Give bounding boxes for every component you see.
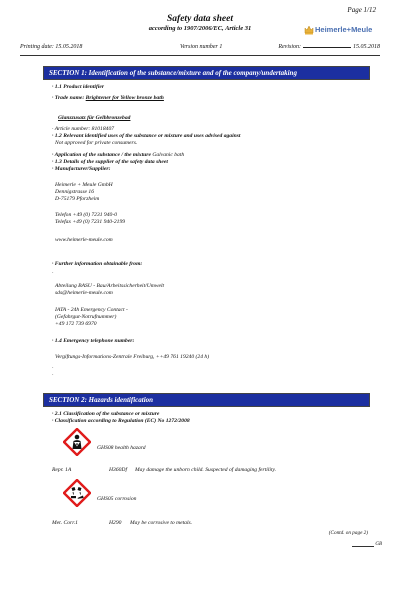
telefax: Telefax +49 (0) 7231 940-2199 bbox=[55, 219, 126, 225]
section-2-title: SECTION 2: Hazards identification bbox=[44, 394, 369, 406]
email-link[interactable]: sds@heimerle-meule.com bbox=[55, 290, 113, 296]
department: Abteilung BASU - Bau/Arbeitssicherheit/Umwelt bbox=[55, 283, 165, 289]
document-subtitle: according to 1907/2006/EC, Article 31 bbox=[148, 25, 252, 32]
supplier-details: · 1.3 Details of the supplier of the safety data sheet bbox=[52, 159, 168, 165]
footer-rule bbox=[352, 546, 374, 547]
hazard-code: H360Df bbox=[109, 467, 128, 473]
revision-date: 15.05.2018 bbox=[353, 44, 380, 50]
application bbox=[52, 152, 184, 159]
section-1-header bbox=[43, 66, 370, 80]
german-name: Glanzzusatz für Gelbbronzebad bbox=[58, 115, 131, 121]
iata-contact: IATA - 24h Emergency Contact - bbox=[55, 307, 128, 313]
hazard-statement: May be corrosive to metals. bbox=[130, 520, 193, 526]
manufacturer-label: · Manufacturer/Supplier: bbox=[52, 166, 111, 172]
printing-date: Printing date: 15.05.2018 bbox=[20, 44, 83, 50]
application-label: · Application of the substance / the mixture bbox=[52, 152, 151, 158]
article-number: · Article number: 81018407 bbox=[52, 126, 115, 132]
section-2-header bbox=[43, 393, 370, 407]
classification-label: · 2.1 Classification of the substance or mixture bbox=[52, 411, 160, 417]
website-link[interactable]: www.heimerle-meule.com bbox=[55, 237, 113, 243]
health-hazard-pictogram bbox=[63, 428, 91, 456]
emergency-label: · 1.4 Emergency telephone number: bbox=[52, 338, 135, 344]
section-1-title: SECTION 1: Identification of the substance/mixture and of the company/undertaking bbox=[44, 67, 369, 79]
revision bbox=[278, 44, 380, 50]
product-identifier: · 1.1 Product identifier bbox=[52, 84, 105, 90]
trade-name-label: · Trade name: bbox=[52, 95, 85, 101]
hazard-category: Repr. 1A bbox=[52, 467, 72, 473]
company-logo-text: Heimerle+Meule bbox=[315, 25, 373, 34]
bullet: · bbox=[52, 365, 54, 371]
header-rule bbox=[20, 55, 380, 56]
trade-name bbox=[52, 95, 164, 102]
page-number: Page 1/12 bbox=[347, 6, 376, 14]
bullet: · bbox=[52, 270, 54, 276]
not-approved-note: Not approved for private consumers. bbox=[55, 140, 138, 146]
address-line: D-75179 Pforzheim bbox=[55, 196, 100, 202]
further-info-label: · Further information obtainable from: bbox=[52, 261, 143, 267]
corrosion-pictogram bbox=[63, 479, 91, 507]
hazard-code: H290 bbox=[109, 520, 122, 526]
address-line: Heimerle + Meule GmbH bbox=[55, 182, 113, 188]
telephone: Telefon +49 (0) 7231 940-0 bbox=[55, 212, 117, 218]
relevant-uses: · 1.2 Relevant identified uses of the substance or mixture and uses advised against bbox=[52, 133, 241, 139]
language-code: GB bbox=[375, 542, 382, 547]
regulation-label: · Classification according to Regulation (EC) No 1272/2008 bbox=[52, 418, 190, 424]
trade-name-value: Brightener for Yellow bronze bath bbox=[85, 95, 164, 101]
bullet: · bbox=[52, 372, 54, 378]
document-title: Safety data sheet bbox=[167, 14, 233, 24]
company-logo bbox=[304, 24, 380, 36]
application-value: Galvanic bath bbox=[152, 152, 185, 158]
meta-row bbox=[20, 44, 380, 54]
crown-icon bbox=[304, 24, 314, 35]
address-line: Dennigstrasse 16 bbox=[55, 189, 95, 195]
revision-label: Revision: bbox=[278, 44, 301, 50]
hazard-category: Met. Corr.1 bbox=[52, 520, 78, 526]
continued-note: (Contd. on page 2) bbox=[328, 530, 368, 536]
hazard-statement: May damage the unborn child. Suspected of damaging fertility. bbox=[135, 467, 277, 473]
emergency-number: Vergiftungs-Informations-Zentrale Freiburg, ++49 761 19240 (24 h) bbox=[55, 354, 210, 360]
iata-contact: (Gefahrgut-Notrufnummer) bbox=[55, 314, 117, 320]
version-number: Version number 1 bbox=[180, 44, 223, 50]
iata-phone: +49 172 739 6970 bbox=[55, 321, 97, 327]
